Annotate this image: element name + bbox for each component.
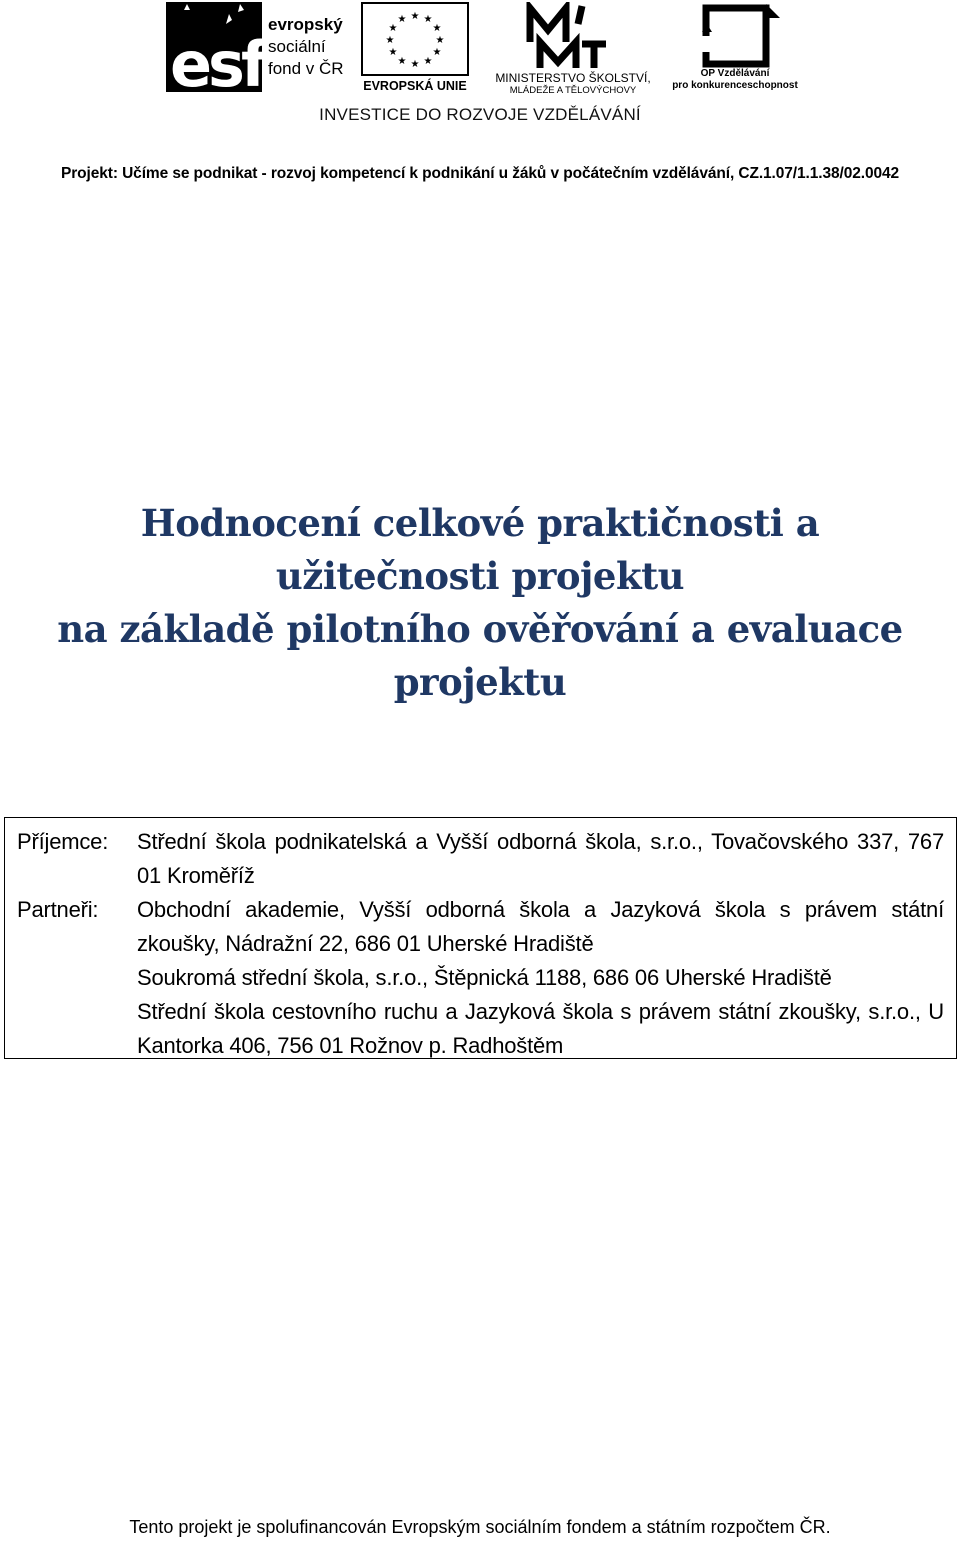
svg-text:★: ★ — [435, 35, 445, 46]
eu-label: EVROPSKÁ UNIE — [363, 79, 467, 92]
msmt-line-2: MLÁDEŽE A TĚLOVÝCHOVY — [509, 85, 637, 94]
svg-text:esf: esf — [170, 28, 264, 92]
op-line-1: OP Vzdělávání — [700, 68, 770, 79]
svg-text:★: ★ — [388, 47, 398, 58]
partner-item: Střední škola cestovního ruchu a Jazyková škola s právem státní zkoušky, s.r.o., U Kantorka 406, 756 01 Rožnov p. Radhoštěm — [137, 999, 944, 1058]
svg-text:★: ★ — [432, 23, 442, 34]
svg-text:★: ★ — [410, 59, 420, 70]
svg-text:★: ★ — [432, 47, 442, 58]
esf-line-1: evropský — [268, 15, 343, 34]
investice-tagline: INVESTICE DO ROZVOJE VZDĚLÁVÁNÍ — [319, 105, 641, 124]
title-line-2: užitečnosti projektu — [275, 554, 685, 598]
partner-item: Obchodní akademie, Vyšší odborná škola a Jazyková škola s právem státní zkoušky, Nádražní 22, 686 01 Uherské Hradiště — [137, 897, 944, 956]
svg-text:★: ★ — [385, 35, 395, 46]
title-line-4: projektu — [393, 660, 567, 704]
esf-line-3: fond v ČR — [268, 59, 344, 78]
recipient-partners-table — [4, 817, 957, 1059]
cofinancing-footer: Tento projekt je spolufinancován Evropským sociálním fondem a státním rozpočtem ČR. — [129, 1517, 831, 1537]
svg-text:★: ★ — [397, 14, 407, 25]
project-line: Projekt: Učíme se podnikat - rozvoj kompetencí k podnikání u žáků v počátečním vzdělávání, CZ.1.07/1.1.38/02.0042 — [60, 165, 900, 182]
svg-text:★: ★ — [410, 11, 420, 22]
eu-flag-logo — [360, 2, 470, 92]
document-title — [20, 497, 940, 709]
partners-list — [137, 893, 944, 1063]
svg-text:★: ★ — [388, 23, 398, 34]
msmt-line-1: MINISTERSTVO ŠKOLSTVÍ, — [495, 71, 651, 85]
esf-logo — [166, 2, 352, 92]
title-line-3: na základě pilotního ověřování a evaluace — [57, 607, 903, 651]
recipient-label: Příjemce: — [17, 829, 109, 854]
recipient-value: Střední škola podnikatelská a Vyšší odborná škola, s.r.o., Tovačovského 337, 767 01 Kroměříž — [137, 829, 944, 888]
svg-text:★: ★ — [423, 14, 433, 25]
title-line-1: Hodnocení celkové praktičnosti a — [140, 501, 820, 545]
msmt-logo — [478, 2, 668, 94]
partners-label: Partneři: — [17, 897, 99, 922]
partner-item: Soukromá střední škola, s.r.o., Štěpnická 1188, 686 06 Uherské Hradiště — [137, 965, 832, 990]
op-vzdelavani-logo — [672, 2, 798, 92]
logo-strip — [0, 0, 960, 130]
op-line-2: pro konkurenceschopnost — [672, 80, 798, 91]
svg-text:★: ★ — [397, 56, 407, 67]
esf-line-2: sociální — [268, 37, 326, 56]
svg-text:★: ★ — [423, 56, 433, 67]
